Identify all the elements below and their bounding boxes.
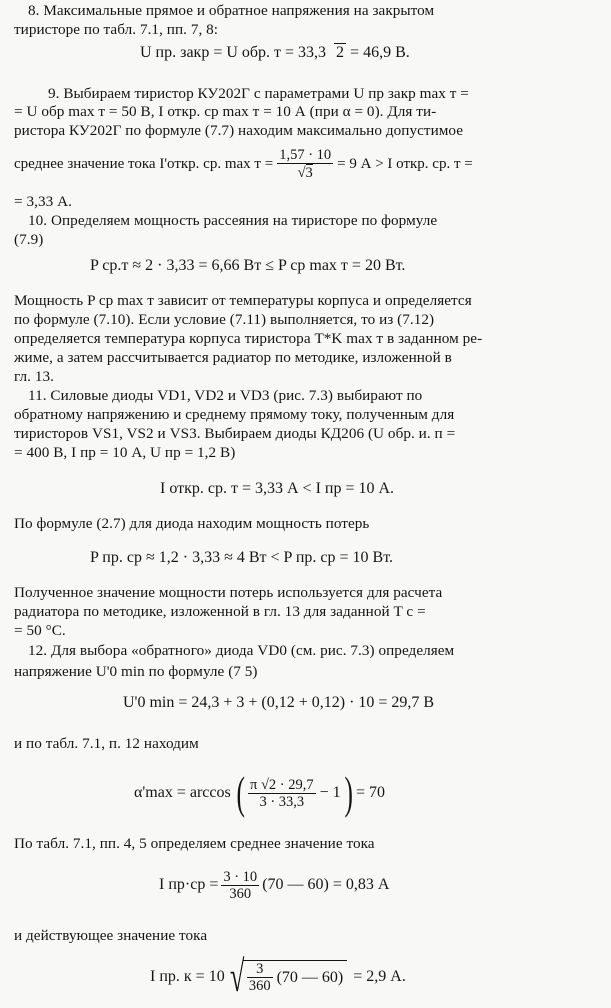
text-line: По табл. 7.1, пп. 4, 5 определяем среднее значение тока xyxy=(14,835,375,852)
text-line: ристора КУ202Г по формуле (7.7) находим максимально допустимое xyxy=(14,122,464,139)
text-line: радиатора по методике, изложенной в гл. 13 для заданной T с = xyxy=(14,603,426,620)
text-line: Полученное значение мощности потерь используется для расчета xyxy=(14,584,443,601)
formula-alpha-max: α'max = arccos ( $\frac{\pi √2 \cdot 29,7}{3 \cdot 33,3}$ − 1 ) = 70 xyxy=(134,767,386,818)
text-line: 11. Силовые диоды VD1, VD2 и VD3 (рис. 7.3) выбирают по xyxy=(28,387,423,404)
text-line: 8. Максимальные прямое и обратное напряжения на закрытом xyxy=(28,2,435,19)
text-line: По формуле (2.7) для диода находим мощность потерь xyxy=(14,515,370,532)
text-line: обратному напряжению и среднему прямому току, полученным для xyxy=(14,406,455,423)
text-line: (7.9) xyxy=(14,231,44,248)
text-line: 10. Определяем мощность рассеяния на тиристоре по формуле xyxy=(28,212,438,229)
text-line: определяется температура корпуса тиристора T*K max т в заданном ре- xyxy=(14,330,483,347)
text-line: = 400 В, I пр = 10 А, U пр = 1,2 В) xyxy=(14,444,236,461)
formula-power: P ср.т ≈ 2 · 3,33 = 6,66 Вт ≤ P ср max т = 20 Вт. xyxy=(90,257,406,274)
formula-avg-current: I пр·ср = $\frac{3 \cdot 10}{360}$ (70 — 60) = 0,83 А xyxy=(159,868,390,902)
text-line: и по табл. 7.1, п. 12 находим xyxy=(14,735,199,752)
text-line: тиристоров VS1, VS2 и VS3. Выбираем диоды КД206 (U обр. и. п = xyxy=(14,425,456,442)
formula-voltage: U пр. закр = U обр. т = 33,3 2 = 46,9 В. xyxy=(140,44,410,61)
text-line: гл. 13. xyxy=(14,368,54,385)
formula-max-current: среднее значение тока I'откр. ср. max т = $\frac{1,57 \cdot 10}{√3}$ = 9 А > I откр. ср. т = xyxy=(14,147,473,181)
formula-rms-current: I пр. к = 10 √ $\frac{3}{360}$ (70 — 60) = 2,9 А. xyxy=(150,952,406,1001)
text-line: = U обр max т = 50 В, I откр. ср max т = 10 А (при α = 0). Для ти- xyxy=(14,103,437,120)
text-line: и действующее значение тока xyxy=(14,927,208,944)
text-line: = 50 °С. xyxy=(14,622,66,639)
text-line: 12. Для выбора «обратного» диода VD0 (см. рис. 7.3) определяем xyxy=(28,642,455,659)
text-line: 9. Выбираем тиристор КУ202Г с параметрами U пр закр max т = xyxy=(48,85,469,102)
text-line: = 3,33 А. xyxy=(14,193,72,210)
text-line: напряжение U'0 min по формуле (7 5) xyxy=(14,663,258,680)
text-line: жиме, а затем рассчитывается радиатор по методике, изложенной в xyxy=(14,349,452,366)
formula-diode-loss: P пр. ср ≈ 1,2 · 3,33 ≈ 4 Вт < P пр. ср = 10 Вт. xyxy=(90,549,393,566)
formula-current-compare: I откр. ср. т = 3,33 А < I пр = 10 А. xyxy=(160,480,395,497)
text-line: Мощность P ср max т зависит от температуры корпуса и определяется xyxy=(14,292,472,309)
formula-u0-min: U'0 min = 24,3 + 3 + (0,12 + 0,12) · 10 = 29,7 В xyxy=(123,694,435,711)
text-line: по формуле (7.10). Если условие (7.11) выполняется, то из (7.12) xyxy=(14,311,435,328)
text-line: тиристоре по табл. 7.1, пп. 7, 8: xyxy=(14,21,219,38)
